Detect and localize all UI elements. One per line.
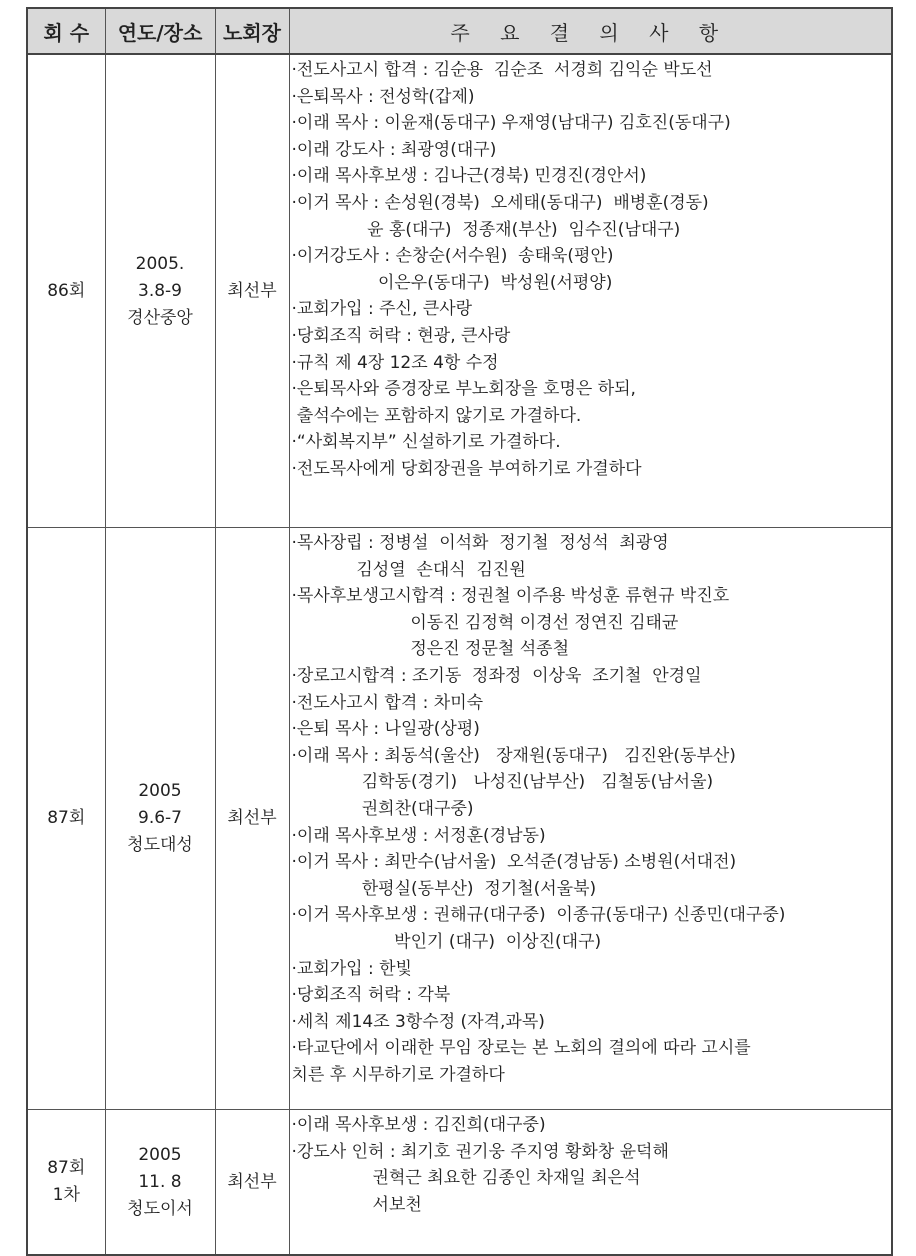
moderator-name: 최선부 xyxy=(227,808,277,828)
decision-line: ·규칙 제 4장 12조 4항 수정 xyxy=(291,352,499,373)
decision-line: ·이거 목사 : 손성원(경북) 오세태(동대구) 배병훈(경동) xyxy=(291,192,709,213)
moderator-cell xyxy=(215,528,289,1110)
session-cell xyxy=(27,54,105,528)
decision-line: ·전도사고시 합격 : 차미숙 xyxy=(291,692,484,713)
moderator-cell xyxy=(215,54,289,528)
moderator-name: 최선부 xyxy=(227,1171,277,1192)
session-date: 3.8-9 xyxy=(138,280,182,301)
decision-line: ·이래 목사후보생 : 김진희(대구중) xyxy=(291,1115,546,1135)
decision-line: ·전도목사에게 당회장권을 부여하기로 가결하다 xyxy=(291,458,642,479)
decision-line: 정은진 정문철 석종철 xyxy=(291,639,569,660)
session-number: 87회 xyxy=(47,808,86,828)
decision-line: 윤 홍(대구) 정종재(부산) 임수진(남대구) xyxy=(291,219,681,240)
year-place-cell xyxy=(105,54,215,528)
decision-line: ·목사장립 : 정병설 이석화 정기철 정성석 최광영 xyxy=(291,533,669,553)
session-year: 2005. xyxy=(135,253,185,274)
decision-line: ·이거 목사후보생 : 권해규(대구중) 이종규(동대구) 신종민(대구중) xyxy=(291,905,786,926)
header-session: 회 수 xyxy=(27,8,105,54)
decision-line: ·은퇴 목사 : 나일광(상평) xyxy=(291,719,480,740)
session-sub: 1차 xyxy=(52,1185,80,1205)
minutes-table xyxy=(26,7,893,1256)
decision-line: 김성열 손대식 김진원 xyxy=(291,559,526,580)
session-place: 경산중앙 xyxy=(127,307,193,328)
session-place: 청도대성 xyxy=(127,835,193,855)
decision-line: ·강도사 인허 : 최기호 권기웅 주지영 황화창 윤덕해 xyxy=(291,1141,669,1162)
session-cell xyxy=(27,1110,105,1256)
decision-line: ·세칙 제14조 3항수정 (자격,과목) xyxy=(291,1011,545,1032)
decision-line: ·이래 목사후보생 : 김나근(경북) 민경진(경안서) xyxy=(291,166,647,187)
decision-line: ·교회가입 : 한빛 xyxy=(291,958,412,979)
decision-line: ·이거 목사 : 최만수(남서울) 오석준(경남동) 소병원(서대전) xyxy=(291,852,737,873)
decision-line: 권혁근 최요한 김종인 차재일 최은석 xyxy=(291,1168,641,1189)
decision-line: ·교회가입 : 주신, 큰사랑 xyxy=(291,299,473,320)
decision-line: ·이거강도사 : 손창순(서수원) 송태욱(평안) xyxy=(291,246,614,267)
decisions-cell xyxy=(289,528,892,1110)
decision-line: ·장로고시합격 : 조기동 정좌정 이상욱 조기철 안경일 xyxy=(291,665,702,686)
session-year: 2005 xyxy=(138,781,182,801)
table-row xyxy=(27,54,892,528)
decisions-cell xyxy=(289,54,892,528)
header-decisions: 주 요 결 의 사 항 xyxy=(289,8,892,54)
decision-line: ·당회조직 허락 : 현광, 큰사랑 xyxy=(291,325,511,346)
decision-line: ·이래 목사후보생 : 서정훈(경남동) xyxy=(291,825,546,846)
session-date: 9.6-7 xyxy=(138,808,182,828)
header-row xyxy=(27,8,892,54)
decision-line: 박인기 (대구) 이상진(대구) xyxy=(291,931,602,952)
session-place: 청도이서 xyxy=(127,1198,193,1219)
decision-line: ·이래 목사 : 이윤재(동대구) 우재영(남대구) 김호진(동대구) xyxy=(291,113,731,134)
decision-line: ·타교단에서 이래한 무임 장로는 본 노회의 결의에 따라 고시를 xyxy=(291,1038,751,1059)
session-cell xyxy=(27,528,105,1110)
decision-line: ·이래 목사 : 최동석(울산) 장재원(동대구) 김진완(동부산) xyxy=(291,745,736,766)
decision-line: 이동진 김정혁 이경선 정연진 김태균 xyxy=(291,612,679,633)
decision-line: ·이래 강도사 : 최광영(대구) xyxy=(291,139,497,160)
decision-line: 치른 후 시무하기로 가결하다 xyxy=(291,1064,505,1085)
moderator-name: 최선부 xyxy=(227,280,277,301)
header-year-place: 연도/장소 xyxy=(105,8,215,54)
decision-line: 출석수에는 포함하지 않기로 가결하다. xyxy=(291,405,582,426)
table-row xyxy=(27,1110,892,1256)
session-year: 2005 xyxy=(138,1144,182,1165)
decision-line: 한평실(동부산) 정기철(서울북) xyxy=(291,878,597,899)
decision-line: 서보천 xyxy=(291,1194,422,1215)
decision-line: ·목사후보생고시합격 : 정권철 이주용 박성훈 류현규 박진호 xyxy=(291,586,730,607)
decision-line: 김학동(경기) 나성진(남부산) 김철동(남서울) xyxy=(291,772,714,793)
decision-line: ·은퇴목사와 증경장로 부노회장을 호명은 하되, xyxy=(291,379,636,400)
decision-line: ·전도사고시 합격 : 김순용 김순조 서경희 김익순 박도선 xyxy=(291,60,713,80)
decision-line: ·“사회복지부” 신설하기로 가결하다. xyxy=(291,432,561,453)
decision-line: 권희찬(대구중) xyxy=(291,798,474,819)
session-number: 87회 xyxy=(47,1158,86,1178)
year-place-cell xyxy=(105,1110,215,1256)
decision-line: 이은우(동대구) 박성원(서평양) xyxy=(291,272,613,293)
moderator-cell xyxy=(215,1110,289,1256)
header-moderator: 노회장 xyxy=(215,8,289,54)
session-number: 86회 xyxy=(47,280,86,301)
session-date: 11. 8 xyxy=(138,1171,182,1192)
year-place-cell xyxy=(105,528,215,1110)
decision-line: ·당회조직 허락 : 각북 xyxy=(291,985,451,1006)
decisions-cell xyxy=(289,1110,892,1256)
table-row xyxy=(27,528,892,1110)
decision-line: ·은퇴목사 : 전성학(갑제) xyxy=(291,86,475,107)
